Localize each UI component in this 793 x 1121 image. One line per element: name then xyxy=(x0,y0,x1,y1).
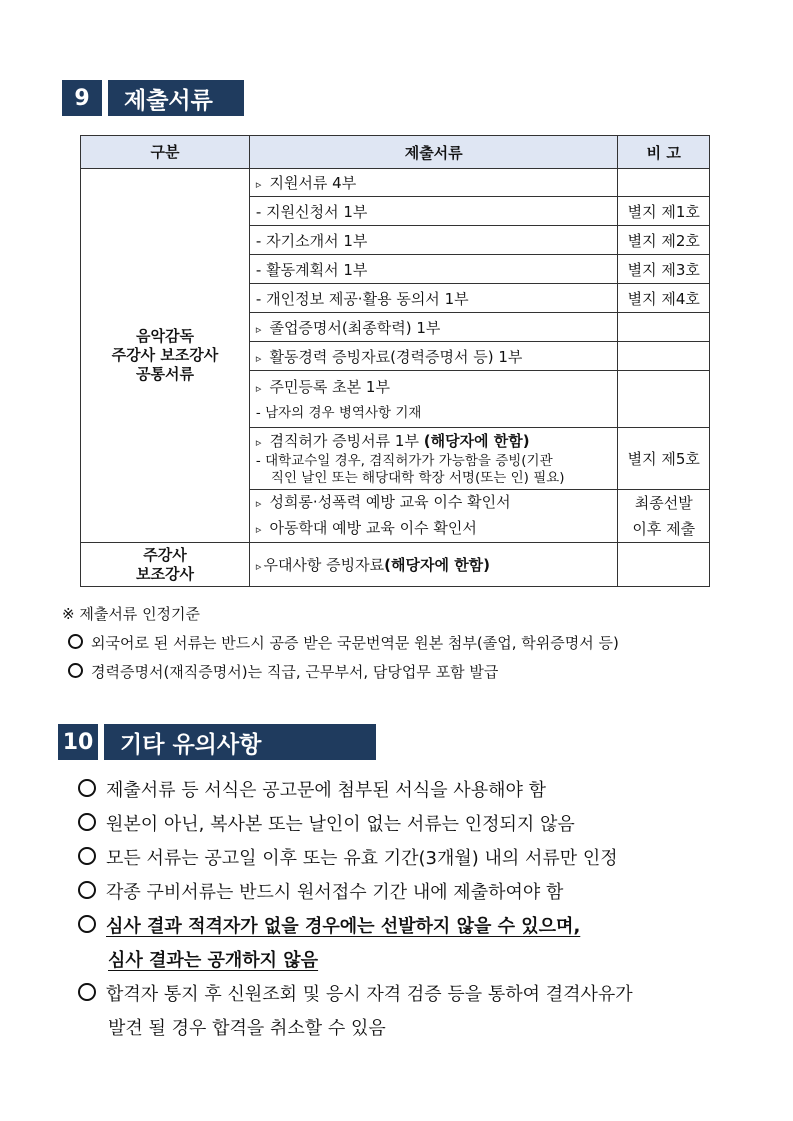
note-text-emphasis: 심사 결과 적격자가 없을 경우에는 선발하지 않을 수 있으며, xyxy=(106,916,581,937)
criteria-item xyxy=(62,629,619,658)
doc-cell xyxy=(249,428,618,490)
table-header-row xyxy=(81,136,710,169)
doc-subtext: - 남자의 경우 병역사항 기재 xyxy=(255,405,422,421)
doc-text: 우대사항 증빙자료 xyxy=(263,556,385,574)
doc-cell xyxy=(249,284,618,313)
note-text-emphasis: 심사 결과는 공개하지 않음 xyxy=(108,950,319,971)
note-text: 발견 될 경우 합격을 취소할 수 있음 xyxy=(108,1018,386,1039)
doc-cell xyxy=(249,371,618,428)
section-10-header xyxy=(58,724,376,760)
list-item xyxy=(78,774,633,808)
note-cell: 별지 제3호 xyxy=(618,255,710,284)
doc-cell xyxy=(249,342,618,371)
criteria-block xyxy=(62,600,619,687)
circle-bullet-icon xyxy=(78,983,96,1001)
doc-cell xyxy=(249,543,618,587)
criteria-text: 외국어로 된 서류는 반드시 공증 받은 국문번역문 원본 첨부(졸업, 학위증명서 등) xyxy=(91,634,619,652)
triangle-bullet-icon: ▹ xyxy=(255,497,262,510)
doc-cell xyxy=(249,197,618,226)
note-text: 모든 서류는 공고일 이후 또는 유효 기간(3개월) 내의 서류만 인정 xyxy=(106,848,618,869)
note-cell: 별지 제1호 xyxy=(618,197,710,226)
circle-bullet-icon xyxy=(78,813,96,831)
list-item xyxy=(78,978,633,1012)
section-9-header xyxy=(62,80,244,116)
note-cell xyxy=(618,342,710,371)
doc-text-bold: (해당자에 한함) xyxy=(423,431,530,450)
table-row xyxy=(81,543,710,587)
note-text: 최종선발 xyxy=(634,494,693,512)
doc-text: - 개인정보 제공·활용 동의서 1부 xyxy=(255,289,469,308)
triangle-bullet-icon: ▹ xyxy=(255,523,262,536)
doc-text: 주민등록 초본 1부 xyxy=(269,378,390,396)
doc-subtext: - 대학교수일 경우, 겸직허가가 가능함을 증빙(기관 xyxy=(255,452,553,469)
section-number: 10 xyxy=(58,724,98,760)
criteria-item xyxy=(62,658,619,687)
note-text: 합격자 통지 후 신원조회 및 응시 자격 검증 등을 통하여 결격사유가 xyxy=(106,984,633,1005)
doc-text: 성희롱·성폭력 예방 교육 이수 확인서 xyxy=(269,493,511,511)
triangle-bullet-icon: ▹ xyxy=(255,382,262,395)
doc-cell xyxy=(249,490,618,543)
list-item-continuation xyxy=(78,944,633,978)
doc-text: 지원서류 4부 xyxy=(269,174,357,192)
header-documents: 제출서류 xyxy=(249,136,618,169)
list-item xyxy=(78,876,633,910)
list-item xyxy=(78,842,633,876)
circle-bullet-icon xyxy=(78,847,96,865)
doc-cell xyxy=(249,313,618,342)
circle-bullet-icon xyxy=(68,634,83,649)
group-label: 공통서류 xyxy=(135,365,194,383)
note-text: 이후 제출 xyxy=(632,520,696,538)
header-remarks: 비 고 xyxy=(618,136,710,169)
list-item xyxy=(78,808,633,842)
note-text: 제출서류 등 서식은 공고문에 첨부된 서식을 사용해야 함 xyxy=(106,780,546,801)
group-common-cell xyxy=(81,169,250,543)
doc-subtext: 직인 날인 또는 해당대학 학장 서명(또는 인) 필요) xyxy=(270,469,565,486)
note-cell xyxy=(618,490,710,543)
note-cell xyxy=(618,371,710,428)
circle-bullet-icon xyxy=(78,915,96,933)
note-text: 각종 구비서류는 반드시 원서접수 기간 내에 제출하여야 함 xyxy=(106,882,564,903)
circle-bullet-icon xyxy=(78,881,96,899)
note-cell: 별지 제5호 xyxy=(618,428,710,490)
note-cell xyxy=(618,169,710,197)
doc-cell xyxy=(249,255,618,284)
criteria-text: 경력증명서(재직증명서)는 직급, 근무부서, 담당업무 포함 발급 xyxy=(91,663,499,681)
section-number: 9 xyxy=(62,80,102,116)
note-cell: 별지 제4호 xyxy=(618,284,710,313)
criteria-title: ※ 제출서류 인정기준 xyxy=(62,605,201,623)
header-category: 구분 xyxy=(81,136,250,169)
group-label: 음악감독 xyxy=(135,327,194,345)
doc-text: 아동학대 예방 교육 이수 확인서 xyxy=(269,519,477,537)
circle-bullet-icon xyxy=(78,779,96,797)
group-label: 보조강사 xyxy=(135,564,194,583)
list-item xyxy=(78,910,633,944)
section-title: 제출서류 xyxy=(108,80,244,116)
triangle-bullet-icon: ▹ xyxy=(255,560,262,573)
note-cell: 별지 제2호 xyxy=(618,226,710,255)
doc-text: 졸업증명서(최종학력) 1부 xyxy=(269,318,441,337)
triangle-bullet-icon: ▹ xyxy=(255,322,262,336)
doc-cell xyxy=(249,169,618,197)
circle-bullet-icon xyxy=(68,663,83,678)
note-cell xyxy=(618,313,710,342)
doc-text: - 활동계획서 1부 xyxy=(255,260,368,279)
doc-text: 겸직허가 증빙서류 1부 xyxy=(269,431,424,450)
triangle-bullet-icon: ▹ xyxy=(255,351,262,365)
doc-text: - 지원신청서 1부 xyxy=(255,202,368,221)
group-lecturer-cell xyxy=(81,543,250,587)
doc-cell xyxy=(249,226,618,255)
doc-text-bold: (해당자에 한함) xyxy=(384,556,491,574)
note-text: 원본이 아닌, 복사본 또는 날인이 없는 서류는 인정되지 않음 xyxy=(106,814,575,835)
group-label: 주강사 xyxy=(143,545,187,564)
section-title: 기타 유의사항 xyxy=(104,724,376,760)
note-cell xyxy=(618,543,710,587)
list-item-continuation xyxy=(78,1012,633,1046)
doc-text: - 자기소개서 1부 xyxy=(255,231,368,250)
notes-list xyxy=(78,774,633,1046)
doc-text: 활동경력 증빙자료(경력증명서 등) 1부 xyxy=(269,347,523,366)
triangle-bullet-icon: ▹ xyxy=(255,178,262,191)
table-row xyxy=(81,169,710,197)
group-label: 주강사 보조강사 xyxy=(111,346,219,364)
triangle-bullet-icon: ▹ xyxy=(255,435,262,449)
documents-table xyxy=(80,135,710,587)
